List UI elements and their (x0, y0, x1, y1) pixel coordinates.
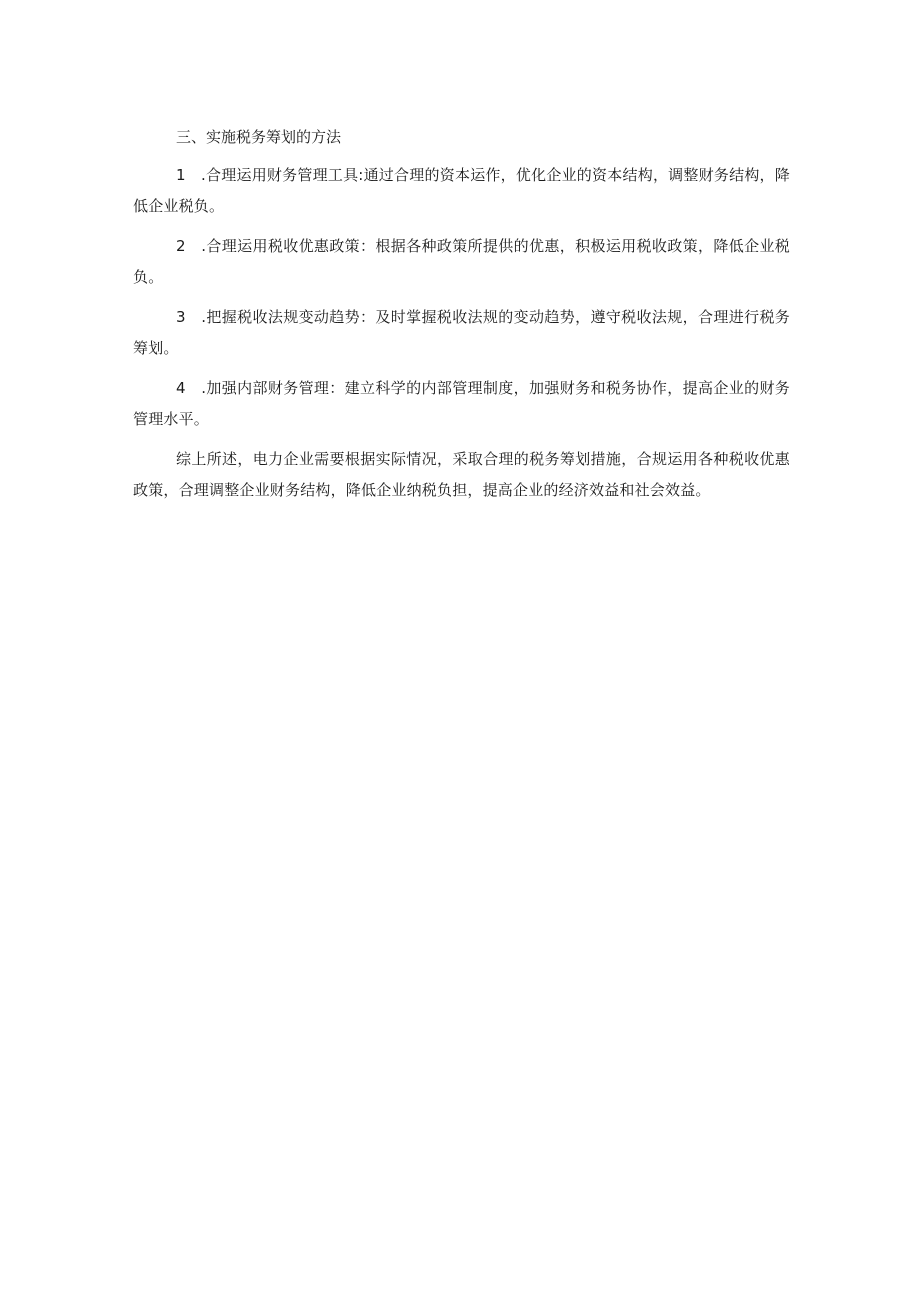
paragraph-method-2: 2 .合理运用税收优惠政策：根据各种政策所提供的优惠，积极运用税收政策，降低企业税负。 (133, 237, 790, 286)
paragraph-method-1: 1 .合理运用财务管理工具:通过合理的资本运作，优化企业的资本结构，调整财务结构，降低企业税负。 (133, 166, 790, 215)
section-heading: 三、实施税务筹划的方法 (176, 128, 342, 146)
paragraph-method-4: 4 .加强内部财务管理：建立科学的内部管理制度，加强财务和税务协作，提高企业的财务管理水平。 (133, 379, 790, 428)
document-body (133, 124, 790, 515)
paragraph-method-3: 3 .把握税收法规变动趋势：及时掌握税收法规的变动趋势，遵守税收法规，合理进行税务筹划。 (133, 308, 790, 357)
paragraph-conclusion: 综上所述，电力企业需要根据实际情况，采取合理的税务筹划措施，合规运用各种税收优惠政策，合理调整企业财务结构，降低企业纳税负担，提高企业的经济效益和社会效益。 (133, 450, 790, 499)
